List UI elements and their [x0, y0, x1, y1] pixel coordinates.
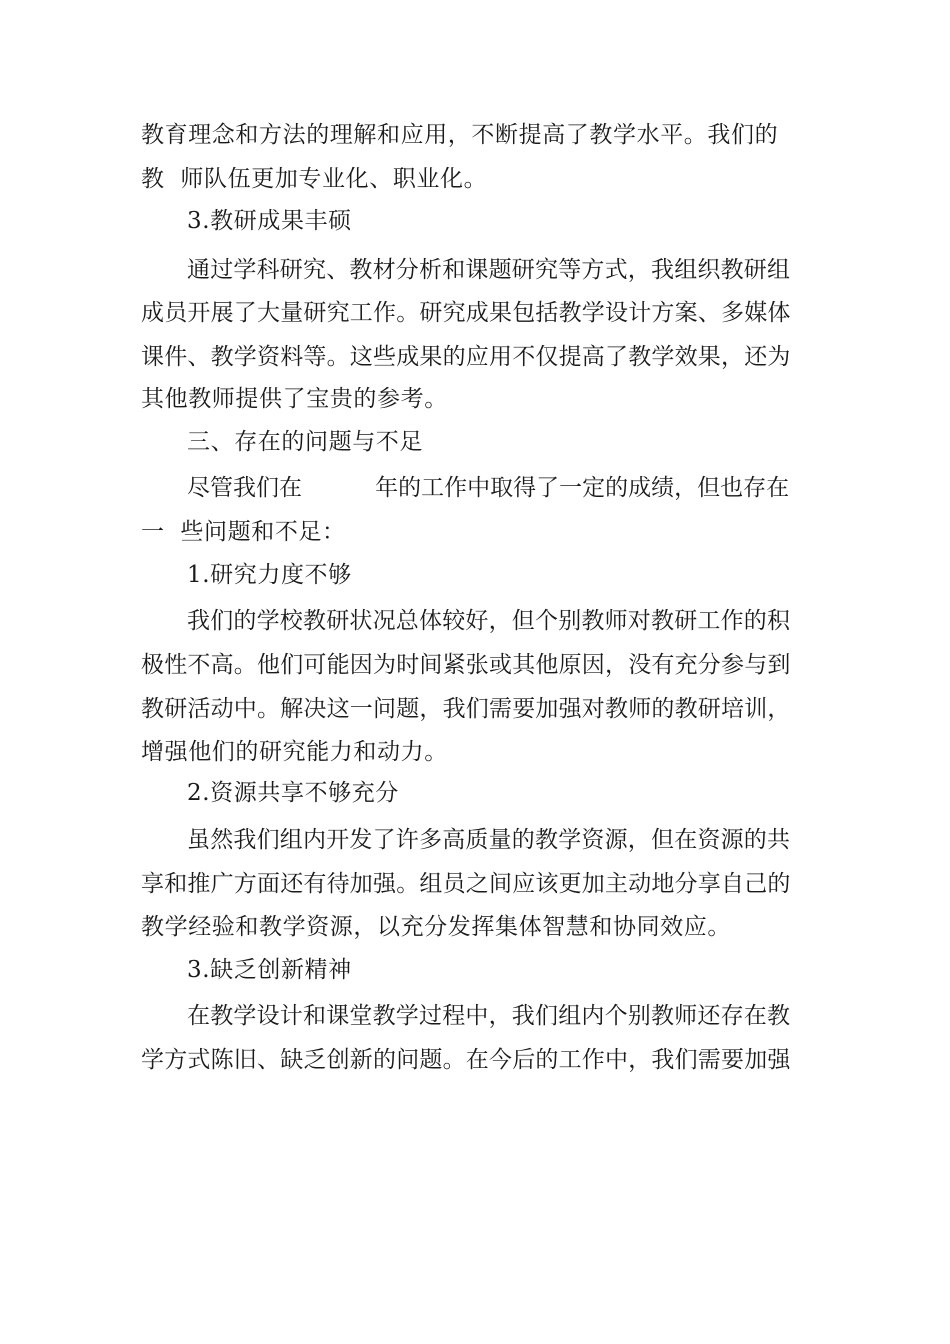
text-line: 虽然我们组内开发了许多高质量的教学资源，但在资源的共 — [187, 827, 791, 853]
text-line: 增强他们的研究能力和动力。 — [141, 739, 448, 765]
section-heading: 三、存在的问题与不足 — [187, 429, 423, 455]
text-line: 尽管我们在 年的工作中取得了一定的成绩，但也存在 — [187, 475, 790, 501]
text-line: 在教学设计和课堂教学过程中，我们组内个别教师还存在教 — [187, 1003, 791, 1029]
text-line: 教学经验和教学资源，以充分发挥集体智慧和协同效应。 — [141, 914, 731, 940]
text-line: 通过学科研究、教材分析和课题研究等方式，我组织教研组 — [187, 257, 791, 283]
section-heading: 3.教研成果丰硕 — [187, 208, 352, 234]
section-heading: 2.资源共享不够充分 — [187, 780, 399, 806]
section-heading: 3.缺乏创新精神 — [187, 957, 352, 983]
text-line: 教育理念和方法的理解和应用，不断提高了教学水平。我们的 — [141, 122, 779, 148]
section-heading: 1.研究力度不够 — [187, 562, 352, 588]
text-line: 学方式陈旧、缺乏创新的问题。在今后的工作中，我们需要加强 — [141, 1047, 791, 1073]
text-line: 教研活动中。解决这一问题，我们需要加强对教师的教研培训， — [141, 696, 791, 722]
text-line: 教 师队伍更加专业化、职业化。 — [141, 166, 488, 192]
text-line: 一 些问题和不足： — [141, 519, 346, 545]
text-line: 成员开展了大量研究工作。研究成果包括教学设计方案、多媒体 — [141, 300, 791, 326]
text-line: 课件、教学资料等。这些成果的应用不仅提高了教学效果，还为 — [141, 344, 791, 370]
text-line: 我们的学校教研状况总体较好，但个别教师对教研工作的积 — [187, 608, 791, 634]
text-line: 其他教师提供了宝贵的参考。 — [141, 386, 448, 412]
text-line: 极性不高。他们可能因为时间紧张或其他原因，没有充分参与到 — [141, 652, 791, 678]
text-line: 享和推广方面还有待加强。组员之间应该更加主动地分享自己的 — [141, 871, 791, 897]
